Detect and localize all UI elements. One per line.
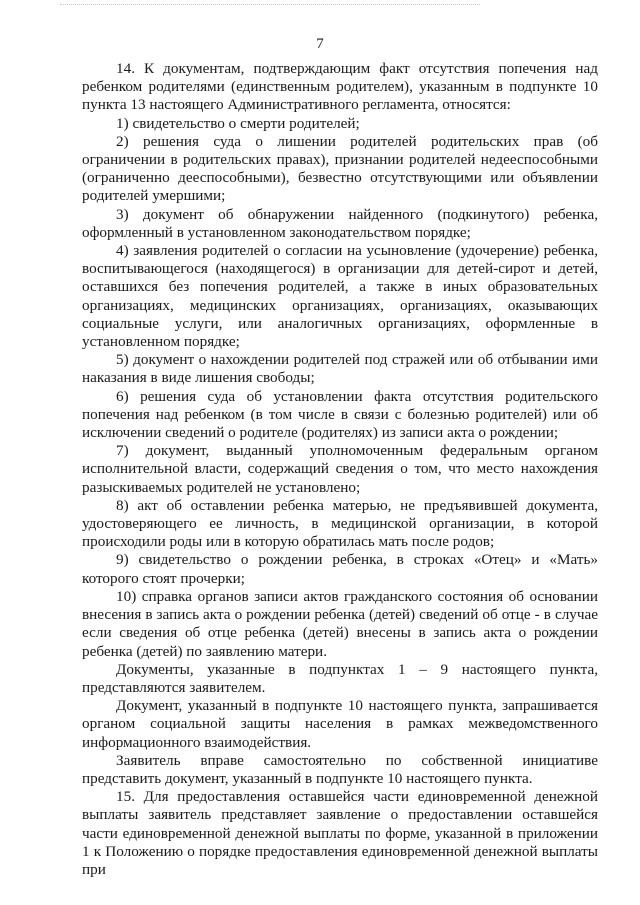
list-item-1: 1) свидетельство о смерти родителей; bbox=[116, 114, 360, 132]
list-item-9: 9) свидетельство о рождении ребенка, в строках «Отец» и «Мать» которого стоят прочерки; bbox=[82, 551, 598, 587]
paragraph-documents-1-9: Документы, указанные в подпунктах 1 – 9 настоящего пункта, представляются заявителем. bbox=[82, 660, 598, 696]
list-item-2: 2) решения суда о лишении родителей родительских прав (об ограничении в родительских правах), признании родителей недееспособными (ограниченно дееспособными), безвестно отсутствующими или объявлении родителей умершими; bbox=[82, 132, 598, 205]
list-item-8: 8) акт об оставлении ребенка матерью, не предъявившей документа, удостоверяющего ее личность, в медицинской организации, в которой происходили роды или в которую обратилась мать после родов; bbox=[82, 496, 598, 551]
list-item-4: 4) заявления родителей о согласии на усыновление (удочерение) ребенка, воспитывающегося (находящегося) в организации для детей-сирот и детей, оставшихся без попечения родителей, а также в иных образовательных организациях, медицинских организациях, организациях, оказывающих социальные услуги, или аналогичных организациях, оформленные в установленном порядке; bbox=[82, 242, 598, 351]
list-item-7: 7) документ, выданный уполномоченным федеральным органом исполнительной власти, содержащий сведения о том, что место нахождения разыскиваемых родителей не установлено; bbox=[82, 442, 598, 496]
page-number: 7 bbox=[316, 36, 324, 52]
paragraph-14: 14. К документам, подтверждающим факт отсутствия попечения над ребенком родителями (единственным родителем), указанным в подпункте 10 пункта 13 настоящего Административного регламента, относятся: bbox=[82, 60, 598, 114]
list-item-10: 10) справка органов записи актов гражданского состояния об основании внесения в запись акта о рождении ребенка (детей) сведений об отце - в случае если сведения об отце ребенка (детей) внесены в запись акта о рождении ребенка (детей) по заявлению матери. bbox=[82, 587, 598, 660]
scan-header-artifact bbox=[60, 4, 480, 11]
list-item-6: 6) решения суда об установлении факта отсутствия родительского попечения над ребенком (в том числе в связи с болезнью родителей) или об исключении сведений о родителе (родителях) из записи акта о рождении; bbox=[82, 387, 598, 442]
list-item-5: 5) документ о нахождении родителей под стражей или об отбывании ими наказания в виде лишения свободы; bbox=[82, 351, 598, 387]
paragraph-15: 15. Для предоставления оставшейся части единовременной денежной выплаты заявитель представляет заявление о предоставлении оставшейся части единовременной денежной выплаты по форме, указанной в приложении 1 к Положению о порядке предоставления единовременной денежной выплаты при bbox=[82, 788, 598, 878]
paragraph-applicant-right: Заявитель вправе самостоятельно по собственной инициативе представить документ, указанный в подпункте 10 настоящего пункта. bbox=[82, 751, 598, 787]
paragraph-document-10: Документ, указанный в подпункте 10 настоящего пункта, запрашивается органом социальной защиты населения в рамках межведомственного информационного взаимодействия. bbox=[82, 697, 598, 751]
list-item-3: 3) документ об обнаружении найденного (подкинутого) ребенка, оформленный в установленном законодательством порядке; bbox=[82, 205, 598, 241]
document-body bbox=[82, 60, 598, 879]
